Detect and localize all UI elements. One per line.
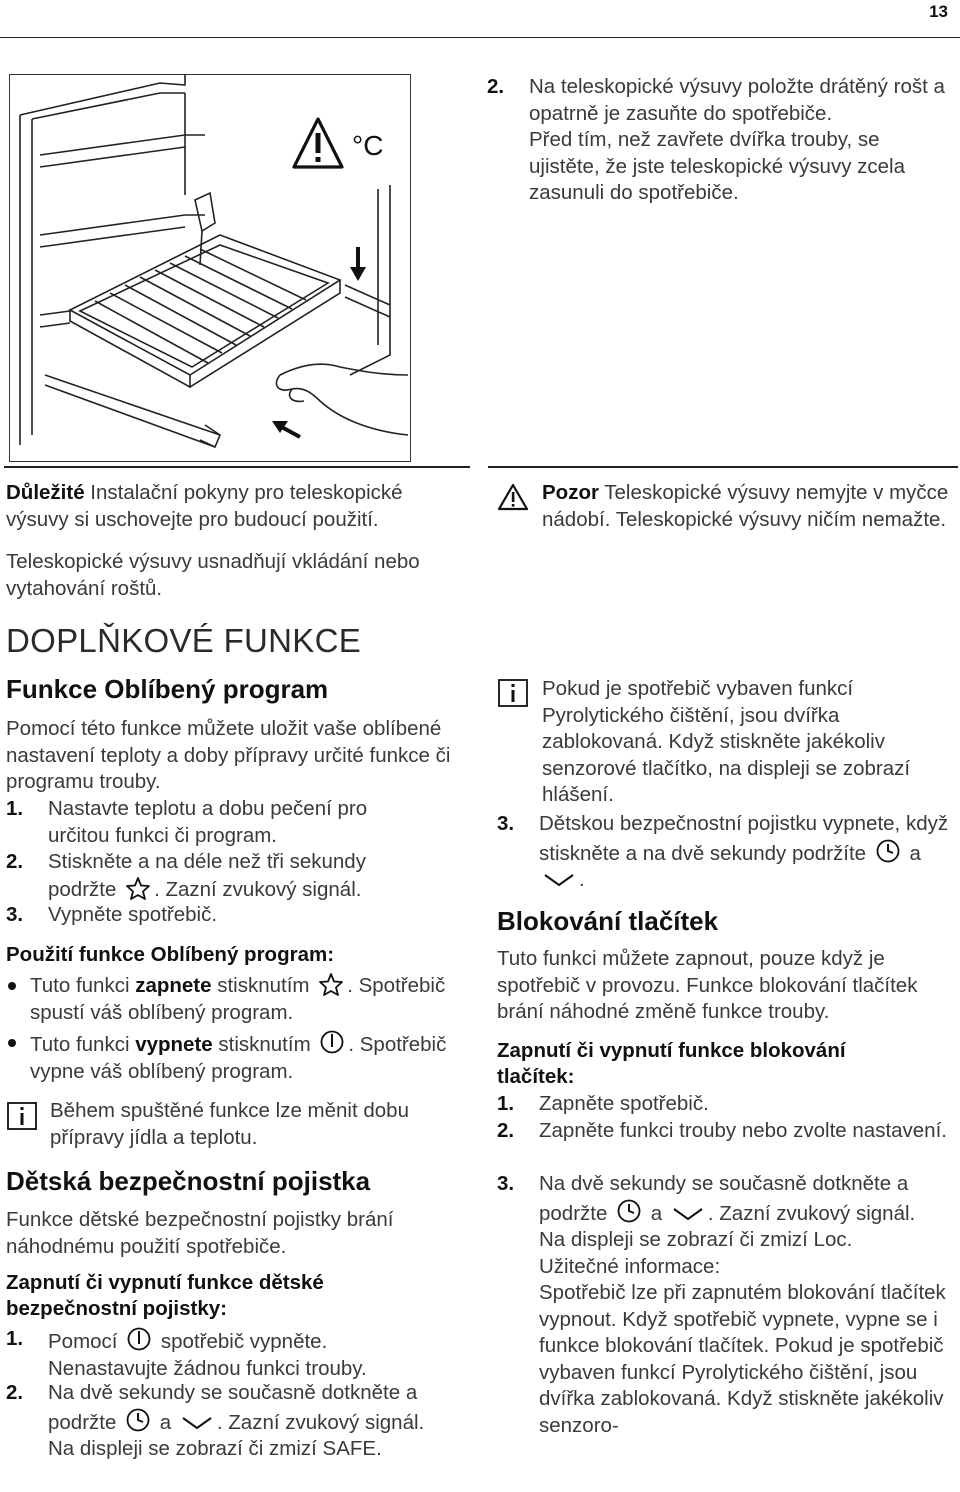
- child-lock-sub-title: Zapnutí či vypnutí funkce dětské bezpečnostní pojistky:: [6, 1271, 324, 1320]
- step-text: Na dvě sekundy se současně dotkněte a podržte a . Zazní zvukový signál.: [539, 1172, 916, 1225]
- arrow-down-icon: [350, 247, 366, 281]
- clock-icon: [875, 838, 901, 864]
- step-text: Stiskněte a na déle než tři sekundy podržte . Zazní zvukový signál.: [48, 850, 366, 901]
- step-text: Zapněte spotřebič.: [539, 1092, 709, 1115]
- step-number: 1.: [497, 1092, 515, 1115]
- favourite-bullet-on: [6, 972, 456, 1026]
- page-header: [0, 0, 960, 38]
- usage-note: Teleskopické výsuvy usnadňují vkládání nebo vytahování roštů.: [6, 550, 420, 600]
- favourite-step-1: [6, 796, 426, 849]
- caution-text: Teleskopické výsuvy nemyjte v myčce nádobí. Teleskopické výsuvy ničím nemažte.: [542, 481, 949, 531]
- step-text: Zapněte funkci trouby nebo zvolte nastavení.: [539, 1119, 947, 1142]
- step-number: 1.: [6, 1327, 24, 1350]
- clock-icon: [125, 1407, 151, 1433]
- key-lock-step-3: [497, 1171, 952, 1439]
- divider-left: [4, 466, 470, 468]
- caution-label: Pozor: [542, 481, 599, 504]
- child-lock-intro: Funkce dětské bezpečnostní pojistky brání náhodnému použití spotřebiče.: [6, 1208, 394, 1258]
- key-lock-sub-title: Zapnutí či vypnutí funkce blokování tlačítek:: [497, 1039, 846, 1088]
- figure-label: °C: [352, 130, 384, 161]
- child-lock-step-3: [497, 811, 952, 894]
- step-number: 2.: [487, 75, 505, 98]
- section-title: DOPLŇKOVÉ FUNKCE: [6, 622, 362, 659]
- step-number: 2.: [6, 850, 24, 873]
- loc-display-note: Na displeji se zobrazí či zmizí Loc.: [539, 1228, 853, 1251]
- child-lock-step-2: [6, 1380, 456, 1463]
- favourite-step-3: [6, 902, 426, 929]
- power-icon: [126, 1326, 152, 1352]
- pyrolytic-info: Pokud je spotřebič vybaven funkcí Pyrolytického čištění, jsou dvířka zablokovaná. Když stiskněte jakékoliv senzorové tlačítko, na displeji se zobrazí hlášení.: [542, 677, 911, 806]
- favourite-step-2: [6, 849, 426, 903]
- key-lock-title: Blokování tlačítek: [497, 906, 719, 936]
- key-lock-intro: Tuto funkci můžete zapnout, pouze když je spotřebič v provozu. Funkce blokování tlačítek brání náhodné změně funkce trouby.: [497, 947, 918, 1023]
- star-icon: [125, 876, 151, 900]
- important-label: Důležité: [6, 481, 85, 504]
- step-number: 2.: [497, 1119, 515, 1142]
- warning-triangle-icon: [294, 119, 342, 167]
- caution-triangle-icon: [496, 482, 530, 517]
- step-text: Vypněte spotřebič.: [48, 903, 218, 926]
- child-lock-step-1: [6, 1326, 446, 1382]
- important-text: Instalační pokyny pro teleskopické výsuvy si uschovejte pro budoucí použití.: [6, 481, 403, 531]
- step-text-continued: Na displeji se zobrazí či zmizí SAFE.: [48, 1437, 382, 1460]
- favourite-intro: Pomocí této funkce můžete uložit vaše oblíbené nastavení teploty a doby přípravy určité funkce či programu trouby.: [6, 717, 451, 793]
- step-number: 2.: [6, 1381, 24, 1404]
- favourite-use-title: Použití funkce Oblíbený program:: [6, 943, 335, 966]
- key-lock-step-2: [497, 1118, 952, 1145]
- caution-note: [542, 480, 952, 533]
- step-number: 1.: [6, 797, 24, 820]
- favourite-bullet-off: [6, 1029, 456, 1085]
- bullet-text: Tuto funkci vypnete stisknutím . Spotřebič vypne váš oblíbený program.: [30, 1029, 456, 1085]
- page-number: 13: [929, 2, 948, 21]
- favourite-info: Během spuštěné funkce lze měnit dobu přípravy jídla a teplotu.: [50, 1099, 409, 1149]
- arrow-diagonal-icon: [272, 421, 300, 437]
- chevron-down-icon: [180, 1413, 214, 1433]
- child-lock-title: Dětská bezpečnostní pojistka: [6, 1166, 371, 1196]
- step-text: Dětskou bezpečnostní pojistku vypnete, když stiskněte a na dvě sekundy podržíte a .: [539, 812, 949, 891]
- useful-info-label: Užitečné informace:: [539, 1254, 721, 1278]
- favourite-title: Funkce Oblíbený program: [6, 674, 329, 704]
- key-lock-step-1: [497, 1091, 952, 1118]
- step-text: Na teleskopické výsuvy položte drátěný rošt a opatrně je zasuňte do spotřebiče.: [529, 75, 945, 125]
- step-number: 3.: [497, 812, 515, 835]
- step-text: Nastavte teplotu a dobu pečení pro určitou funkci či program.: [48, 797, 368, 847]
- info-icon: [6, 1101, 38, 1136]
- step-text-continued: Před tím, než zavřete dvířka trouby, se ujistěte, že jste teleskopické výsuvy zcela zasunuli do spotřebiče.: [529, 128, 905, 204]
- chevron-down-icon: [671, 1204, 705, 1224]
- oven-rack-illustration: [9, 74, 411, 462]
- step-number: 3.: [497, 1172, 515, 1195]
- step-number: 3.: [6, 903, 24, 926]
- divider-right: [488, 466, 958, 468]
- important-note: [6, 480, 466, 533]
- oven-rack-drawing: [10, 75, 410, 461]
- step-text: Na dvě sekundy se současně dotkněte a podržte a . Zazní zvukový signál.: [48, 1381, 425, 1434]
- power-icon: [319, 1029, 345, 1055]
- star-icon: [318, 972, 344, 996]
- info-icon: [497, 678, 529, 713]
- clock-icon: [616, 1198, 642, 1224]
- rack-insertion-step: [487, 74, 947, 207]
- chevron-down-icon: [542, 870, 576, 890]
- bullet-text: Tuto funkci zapnete stisknutím . Spotřebič spustí váš oblíbený program.: [30, 974, 446, 1024]
- step-text: Pomocí spotřebič vypněte. Nenastavujte žádnou funkci trouby.: [48, 1326, 446, 1382]
- useful-info-text: Spotřebič lze při zapnutém blokování tlačítek vypnout. Když spotřebič vypnete, vypne se i funkce blokování tlačítek. Pokud je spotřebič vybaven funkcí Pyrolytického čištění, jsou dvířka zablokovaná. Když stiskněte jakékoliv senzoro-: [539, 1281, 946, 1437]
